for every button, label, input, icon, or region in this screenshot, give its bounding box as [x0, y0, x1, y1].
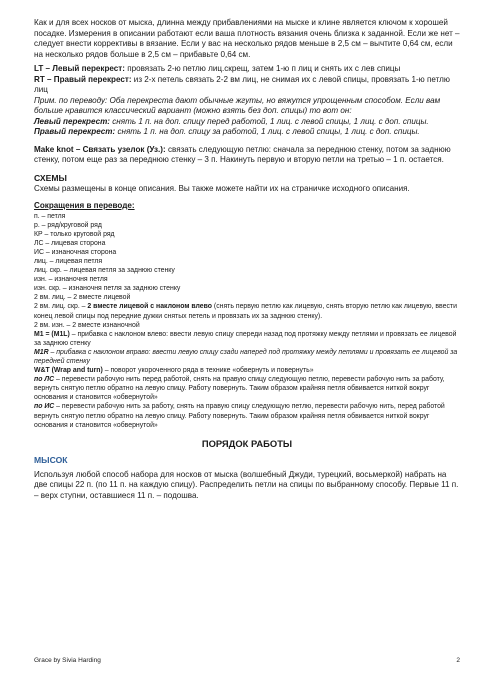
ls-term: по ЛС	[34, 376, 55, 384]
k2tog-bold: 2 вместе лицевой с наклоном влево	[87, 303, 212, 311]
m1r-text: – прибавка с наклоном вправо: ввести левую спицу сзади наперед под протяжку между петлями и провязать ее лицевой за передней стенку	[34, 348, 458, 365]
left-cross-text: снять 1 п. на доп. спицу перед работой, 1 лиц. с левой спицы, 1 лиц. с доп. спицы.	[110, 116, 429, 126]
schemes-heading: СХЕМЫ	[34, 172, 67, 183]
m1-term: M1 = (M1L)	[34, 330, 70, 338]
make-knot-text: связать следующую петлю: сначала за переднюю стенку, потом за заднюю стенку, потом еще раз за переднюю стенку – 3 п. Накинуть первую и вторую петли на третью – 1 п. остается.	[34, 144, 451, 164]
rt-term: RT – Правый перекрест:	[34, 74, 132, 84]
abbr-item: лиц. – лицевая петля	[34, 257, 103, 265]
right-cross-term: Правый перекрест:	[34, 127, 116, 136]
abbr-item: 2 вм. лиц. – 2 вместе лицевой	[34, 294, 131, 302]
abbr-item: ИС – изнаночная сторона	[34, 248, 117, 256]
abbr-m1r	[34, 348, 460, 366]
rt-text: из 2-х петель связать 2-2 вм лиц, не снимая их с левой спицы, провязать 1-ю петлю лиц	[34, 74, 450, 94]
toe-heading: МЫСОК	[34, 454, 68, 465]
abbr-item: изн. – изнаночня петля	[34, 276, 108, 284]
abbr-list	[34, 212, 460, 430]
abbr-k2tog	[34, 302, 460, 320]
page-footer	[34, 656, 460, 665]
m1-text: – прибавка с наклоном влево: ввести левую спицу спереди назад под протяжку между петлями и провязать ее лицевой за заднюю стенку	[34, 330, 457, 347]
abbr-item: изн. скр. – изнаночня петля за заднюю стенку	[34, 285, 181, 293]
toe-text: Используя любой способ набора для носков от мыска (волшебный Джуди, турецкий, восьмеркой) набрать на две спицы 22 п. (по 11 п. на каждую спицу). Распределить петли на спицы по выбранному способу. Первые 11 п. – верх ступни, оставшиеся 11 п. – подошва.	[34, 469, 459, 500]
is-text: – перевести рабочую нить за работу, снять на правую спицу следующую петлю, перевести рабочую нить, перед работой вернуть снятую петлю обратно на левую спицу. Работу повернуть. Таким образом крайняя петля обвивается ниткой вокруг основания и становится «обвернутой»	[34, 403, 445, 429]
lt-definition	[34, 64, 460, 75]
abbr-wt	[34, 366, 460, 375]
abbr-heading: Сокращения в переводе:	[34, 201, 135, 210]
abbr-p2tog: 2 вм. изн. – 2 вместе изнаночной	[34, 321, 140, 329]
schemes-text: Схемы размещены в конце описания. Вы также можете найти их на страничке исходного описания.	[34, 183, 410, 193]
document-page	[34, 18, 460, 501]
k2tog-prefix: 2 вм. лиц. скр. –	[34, 303, 88, 311]
abbr-is	[34, 402, 460, 429]
abbr-m1	[34, 330, 460, 348]
page-number: 2	[456, 657, 460, 664]
order-heading: ПОРЯДОК РАБОТЫ	[201, 437, 293, 449]
right-cross-text: снять 1 п. на доп. спицу за работой, 1 лиц. с левой спицы, 1 лиц. с доп. спицы.	[115, 127, 420, 136]
left-cross-alt	[34, 117, 460, 128]
is-term: по ИС	[34, 403, 55, 411]
lt-term: LT – Левый перекрест:	[34, 64, 125, 73]
k2tog-rest: (снять первую петлю как лицевую, снять вторую петлю как лицевую, ввести конец левой спицы под передние дужки снятых петель и провязать их за заднюю стенку).	[34, 303, 457, 320]
abbr-item: п. – петля	[34, 212, 66, 220]
abbr-item: р. – ряд/круговой ряд	[34, 221, 102, 229]
ls-text: – перевести рабочую нить перед работой, снять на правую спицу следующую петлю, перевести рабочую нить за работу, вернуть снятую петлю обратно на левую спицу. Работу повернуть. Таким образом крайняя петля обвивается ниткой вокруг основания и становится «обвернутой»	[34, 376, 445, 402]
make-knot-definition	[34, 145, 460, 166]
abbr-item: лиц. скр. – лицевая петля за заднюю стенку	[34, 267, 175, 275]
m1r-term: M1R	[34, 348, 49, 356]
make-knot-term: Make knot – Связать узелок (Уз.):	[34, 144, 166, 154]
lt-text: провязать 2-ю петлю лиц.скрещ, затем 1-ю п лиц и снять их с лев спицы	[124, 64, 401, 73]
wt-text: – поворот укороченного ряда в технике «обвернуть и повернуть»	[102, 367, 314, 375]
wt-term: W&T (Wrap and turn)	[34, 367, 103, 375]
abbr-item: КР – только круговой ряд	[34, 230, 115, 238]
right-cross-alt	[34, 127, 460, 138]
footer-credit: Grace by Sivia Harding	[34, 657, 101, 664]
abbr-ls	[34, 375, 460, 402]
translator-note: Прим. по переводу: Оба перекреста дают обычные жгуты, но вяжутся упрощенным способом. Если вам больше нравится классический вариант (можно взять без доп. спицы) то вот он:	[34, 95, 441, 115]
abbr-item: ЛС – лицевая сторона	[34, 239, 106, 247]
intro-paragraph: Как и для всех носков от мыска, длинна между прибавлениями на мыске и клине является ключом к хорошей посадке. Измерения в описании работают если ваша плотность вязания очень близка к заданной. Если же нет – следует внести коррективы в вязание. Если у вас на несколько рядов меньше в 2,5 см – вычтите 0,64 см, если на несколько рядов больше в 2,5 см – прибавьте 0,64 см.	[34, 18, 460, 59]
left-cross-term: Левый перекрест:	[34, 116, 110, 126]
rt-definition	[34, 75, 460, 96]
